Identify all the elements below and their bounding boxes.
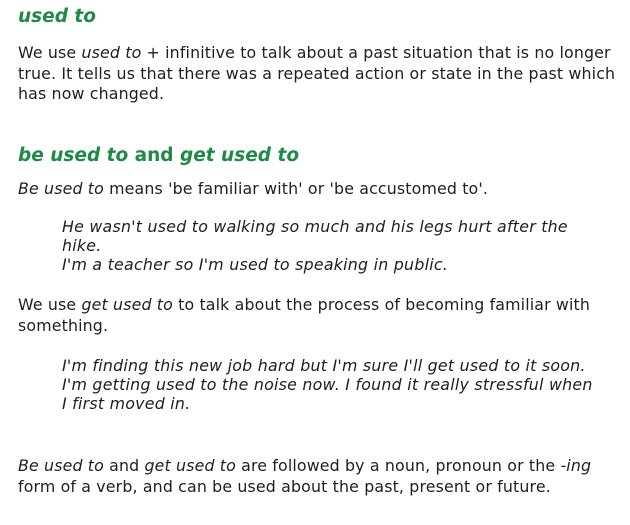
heading-used-to: used to [18, 6, 96, 27]
term-get-used-to: get used to [144, 456, 236, 475]
example-sentence: I'm a teacher so I'm used to speaking in public. [62, 255, 449, 274]
text-fragment: and [103, 456, 145, 475]
term-be-used-to: Be used to [18, 456, 104, 475]
example-sentence: He wasn't used to walking so much and his legs hurt after the hike. [62, 217, 568, 255]
examples-get-used-to [62, 356, 602, 413]
heading-part-and: and [128, 145, 180, 166]
paragraph-used-to-intro [18, 43, 618, 105]
example-sentence: I'm finding this new job hard but I'm sure I'll get used to it soon. [62, 356, 586, 375]
text-fragment: means 'be familiar with' or 'be accustomed to'. [103, 179, 489, 198]
term-get-used-to: get used to [81, 295, 173, 314]
term-ing: -ing [560, 456, 592, 475]
heading-part-be-used-to: be used to [18, 145, 129, 166]
heading-be-used-to-get-used-to [18, 145, 299, 167]
paragraph-usage-note [18, 456, 618, 497]
text-fragment: We use [18, 295, 82, 314]
text-fragment: + infinitive to talk about a past situation that is no longer true. It tells us that there was a repeated action or state in the past which has now changed. [18, 43, 616, 103]
text-fragment: are followed by a noun, pronoun or the [235, 456, 561, 475]
example-sentence: I'm getting used to the noise now. I found it really stressful when I first moved in. [62, 375, 593, 413]
term-used-to: used to [81, 43, 142, 62]
text-fragment: form of a verb, and can be used about the past, present or future. [18, 476, 551, 496]
paragraph-be-used-to-definition [18, 179, 618, 200]
heading-part-get-used-to: get used to [179, 145, 300, 166]
text-fragment: We use [18, 43, 82, 62]
examples-be-used-to [62, 217, 602, 274]
paragraph-get-used-to-definition [18, 295, 618, 336]
text-fragment: to talk about the process of becoming familiar with something. [18, 295, 591, 335]
term-be-used-to: Be used to [18, 179, 104, 198]
